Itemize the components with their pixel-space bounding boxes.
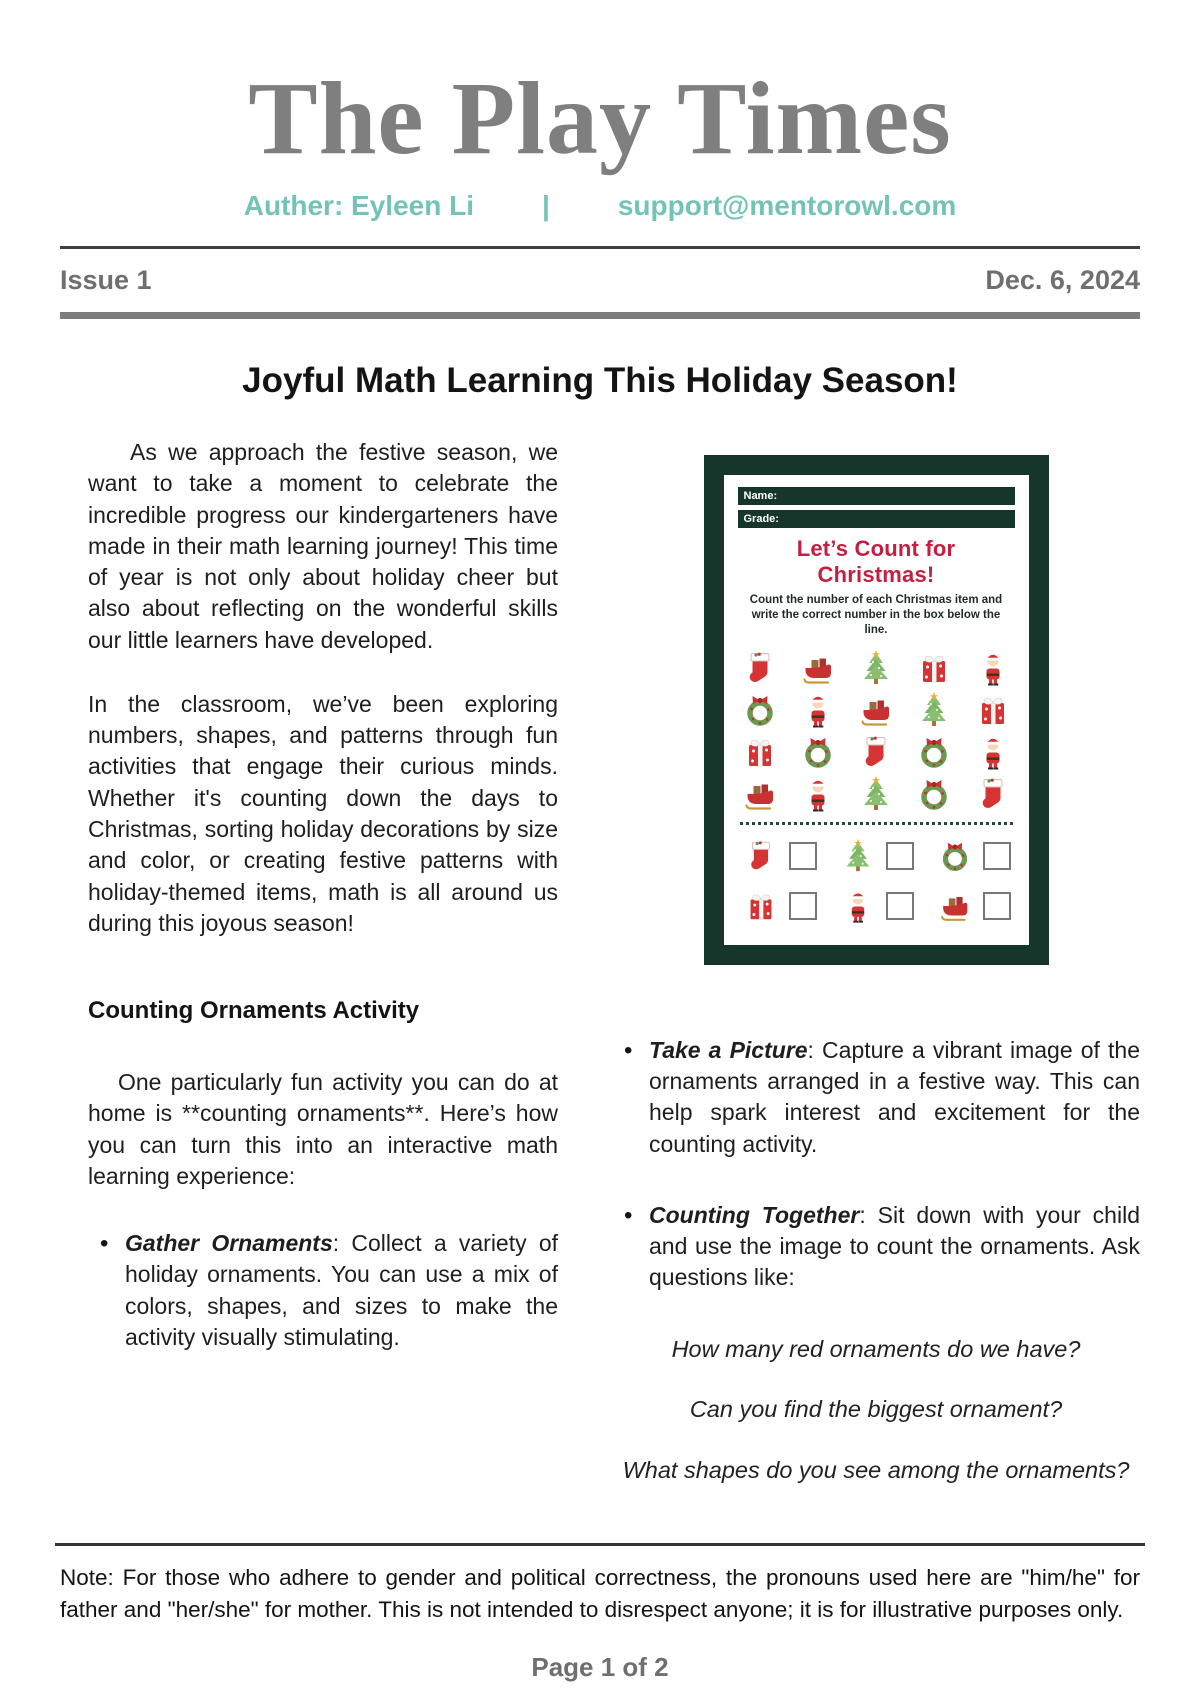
santa-icon [798,690,838,730]
question-red-ornaments: How many red ornaments do we have? [671,1335,1081,1362]
worksheet-image [704,455,1049,965]
answer-box [983,842,1011,870]
worksheet-grid-row [736,774,1017,814]
stocking-icon [740,648,780,688]
bullet-text: : Sit down with your child and use the image to count the ornaments. Ask questions like: [649,1201,1140,1291]
worksheet-grid-row [736,732,1017,772]
section-heading: Counting Ornaments Activity [88,997,420,1025]
worksheet-grid-row [736,648,1017,688]
support-email: support@mentorowl.com [617,190,957,222]
worksheet-answer-row [736,837,1017,875]
footer-rule [55,1543,1145,1546]
left-column [88,437,558,1543]
left-bullet-list [88,1228,558,1353]
paragraph-activity: One particularly fun activity you can do at home is **counting ornaments**. Here’s how you can turn this into an interactive math learning experience: [88,1069,558,1189]
paragraph-intro: As we approach the festive season, we want to take a moment to celebrate the incredible progress our kindergarteners have made in their math learning journey! This time of year is not only about holiday cheer but also about reflecting on the wonderful skills our little learners have developed. [88,439,558,653]
answer-box [886,842,914,870]
santa-icon [798,774,838,814]
answer-box [886,892,914,920]
right-bullet-list [612,1035,1140,1294]
tree-icon [839,837,877,875]
author-text: Auther: Eyleen Li [243,190,474,222]
bullet-take-a-picture [612,1035,1140,1160]
sleigh-icon [856,690,896,730]
issue-label: Issue 1 [60,265,152,296]
issue-rule [60,312,1140,319]
santa-icon [839,887,877,925]
tree-icon [856,774,896,814]
answer-pair-gift [742,887,817,925]
santa-icon [973,648,1013,688]
worksheet-instructions: Count the number of each Christmas item and write the correct number in the box below the line. [749,594,1003,636]
byline-divider: | [542,190,550,222]
answer-box [789,892,817,920]
santa-icon [973,732,1013,772]
masthead-rule [60,246,1140,249]
bullet-lead: Counting Together [649,1201,860,1228]
answer-box [983,892,1011,920]
stocking-icon [742,837,780,875]
answer-pair-sleigh [936,887,1011,925]
worksheet-title: Let’s Count for Christmas! [796,536,956,588]
question-biggest-ornament: Can you find the biggest ornament? [689,1396,1063,1423]
gift-icon [914,648,954,688]
footer-note: Note: For those who adhere to gender and political correctness, the pronouns used here are "him/he" for father and "her/she" for mother. This is not intended to disrespect anyone; it is for illustrative purposes only. [60,1565,1140,1623]
paragraph-classroom: In the classroom, we’ve been exploring numbers, shapes, and patterns through fun activities that engage their curious minds. Whether it's counting down the days to Christmas, sorting holiday decorations by size and color, or creating festive patterns with holiday-themed items, math is all around us during this joyous season! [88,690,558,936]
stocking-icon [856,732,896,772]
article-headline: Joyful Math Learning This Holiday Season! [242,361,958,401]
worksheet-name-field: Name: [738,487,1015,505]
bullet-text: : Capture a vibrant image of the ornaments arranged in a festive way. This can help spark interest and excitement for the counting activity. [649,1036,1140,1157]
gift-icon [742,887,780,925]
right-column [612,437,1140,1543]
date-label: Dec. 6, 2024 [985,265,1140,296]
stocking-icon [973,774,1013,814]
worksheet-inner [724,475,1029,945]
tree-icon [856,648,896,688]
article-columns [0,437,1200,1543]
worksheet-answers [736,837,1017,925]
answer-box [789,842,817,870]
wreath-icon [914,774,954,814]
wreath-icon [740,690,780,730]
byline [0,190,1200,222]
gift-icon [973,690,1013,730]
wreath-icon [914,732,954,772]
gift-icon [740,732,780,772]
bullet-text: : Collect a variety of holiday ornaments. You can use a mix of colors, shapes, and sizes to make the activity visually stimulating. [125,1230,558,1350]
worksheet-grade-field: Grade: [738,510,1015,528]
sleigh-icon [798,648,838,688]
worksheet-answer-row [736,887,1017,925]
question-block [612,1334,1140,1486]
bullet-gather-ornaments [88,1228,558,1353]
worksheet-grid-row [736,690,1017,730]
wreath-icon [798,732,838,772]
bullet-lead: Gather Ornaments [125,1230,333,1257]
sleigh-icon [936,887,974,925]
answer-pair-tree [839,837,914,875]
bullet-counting-together [612,1200,1140,1294]
tree-icon [914,690,954,730]
page-number: Page 1 of 2 [531,1651,669,1682]
issue-row [0,265,1200,296]
answer-pair-wreath [936,837,1011,875]
masthead [0,0,1200,222]
sleigh-icon [740,774,780,814]
wreath-icon [936,837,974,875]
answer-pair-santa [839,887,914,925]
worksheet-grid [736,648,1017,814]
question-shapes: What shapes do you see among the ornaments? [622,1456,1130,1483]
bullet-lead: Take a Picture [649,1036,808,1063]
newsletter-title: The Play Times [248,61,952,176]
worksheet-dotted-divider [740,822,1013,825]
answer-pair-stocking [742,837,817,875]
